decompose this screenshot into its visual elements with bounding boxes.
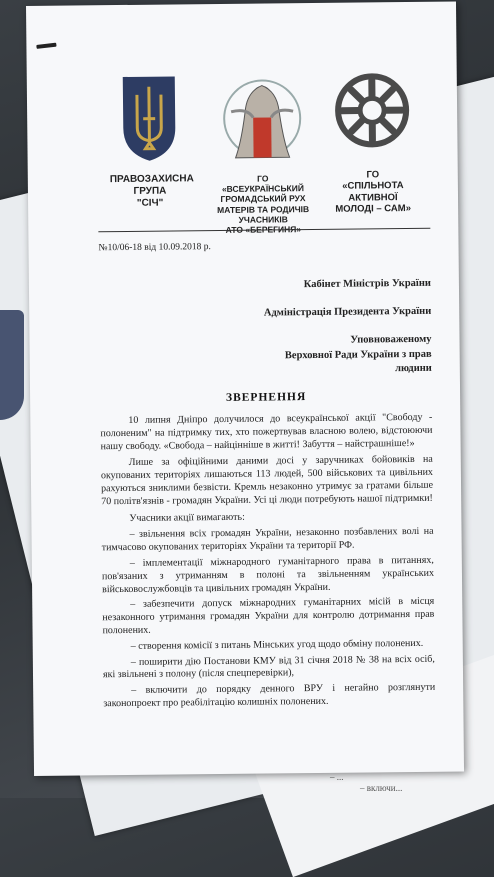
addressee-block bbox=[259, 277, 432, 392]
org-sich-name: ПРАВОЗАХИСНА ГРУПА "СІЧ" bbox=[110, 173, 190, 210]
trident-coat-of-arms-icon bbox=[119, 72, 180, 163]
under-line: – включи... bbox=[360, 783, 402, 794]
paragraph: Учасники акції вимагають: bbox=[101, 509, 433, 525]
document-sheet bbox=[26, 1, 464, 775]
addressee: Уповноваженому Верховної Ради України з прав людини bbox=[259, 333, 431, 377]
org-berehynia-name: ГО «ВСЕУКРАЇНСЬКИЙ ГРОМАДСЬКИЙ РУХ МАТЕРІВ ТА РОДИЧІВ УЧАСНИКІВ bbox=[208, 173, 319, 235]
paragraph: 10 липня Дніпро долучилося до всеукраїнської акції "Свободу - полоненим" на підтримку тих, хто пожертвував власною волею, відстоюючи нашу свободу. «Свобода – найцінніше в житті! Забуття – найстрашніше!» bbox=[100, 412, 432, 454]
demand-item: – забезпечити допуск міжнародних гуманітарних місій в місця незаконного утримання громадян України для контролю дотримання прав полонених. bbox=[102, 596, 434, 638]
under-line: – ... bbox=[330, 772, 344, 783]
staple-icon bbox=[36, 43, 56, 49]
org-sam bbox=[327, 70, 419, 215]
paragraph: Лише за офіційними даними досі у заручниках бойовиків на окупованих територіях лишаються 113 людей, 500 військових та цивільних рахуються зниклими безвісти. Кремль незаконно утримує за гратами більше 70 політв'язнів - громадян України. Усі ці люди потребують нашої підтримки! bbox=[101, 454, 434, 509]
document-title: ЗВЕРНЕННЯ bbox=[100, 390, 432, 405]
demand-item: – створення комісії з питань Мінських угод щодо обміну полонених. bbox=[103, 638, 435, 654]
berehynia-emblem-icon bbox=[217, 71, 308, 167]
addressee: Адміністрація Президента України bbox=[259, 305, 431, 321]
demand-item: – включити до порядку денного ВРУ і негайно розглянути законопроект про реабілітацію колишніх полонених. bbox=[103, 682, 435, 711]
demand-item: – імплементації міжнародного гуманітарного права в питаннях, пов'язаних з утриманням в полоні та звільненням українських військовослужбовців та цивільних громадян України. bbox=[102, 555, 434, 597]
background-emblem-icon bbox=[0, 310, 24, 420]
org-berehynia bbox=[207, 71, 319, 235]
addressee: Кабінет Міністрів України bbox=[259, 277, 431, 293]
letterhead-logos bbox=[27, 69, 459, 223]
demand-item: – поширити дію Постанови КМУ від 31 січня 2018 № 38 на всіх осіб, які звільнені з полону (після спецперевірки), bbox=[103, 653, 435, 682]
document-body bbox=[100, 412, 435, 714]
document-number: №10/06-18 від 10.09.2018 р. bbox=[98, 242, 210, 253]
org-sich bbox=[109, 72, 190, 210]
sam-wheel-emblem-icon bbox=[332, 70, 413, 151]
demand-item: – звільнення всіх громадян України, незаконно позбавлених волі на тимчасово окупованих територіях України та території РФ. bbox=[101, 526, 433, 555]
org-sam-name: ГО «СПІЛЬНОТА АКТИВНОЇ МОЛОДІ – САМ» bbox=[328, 169, 418, 216]
